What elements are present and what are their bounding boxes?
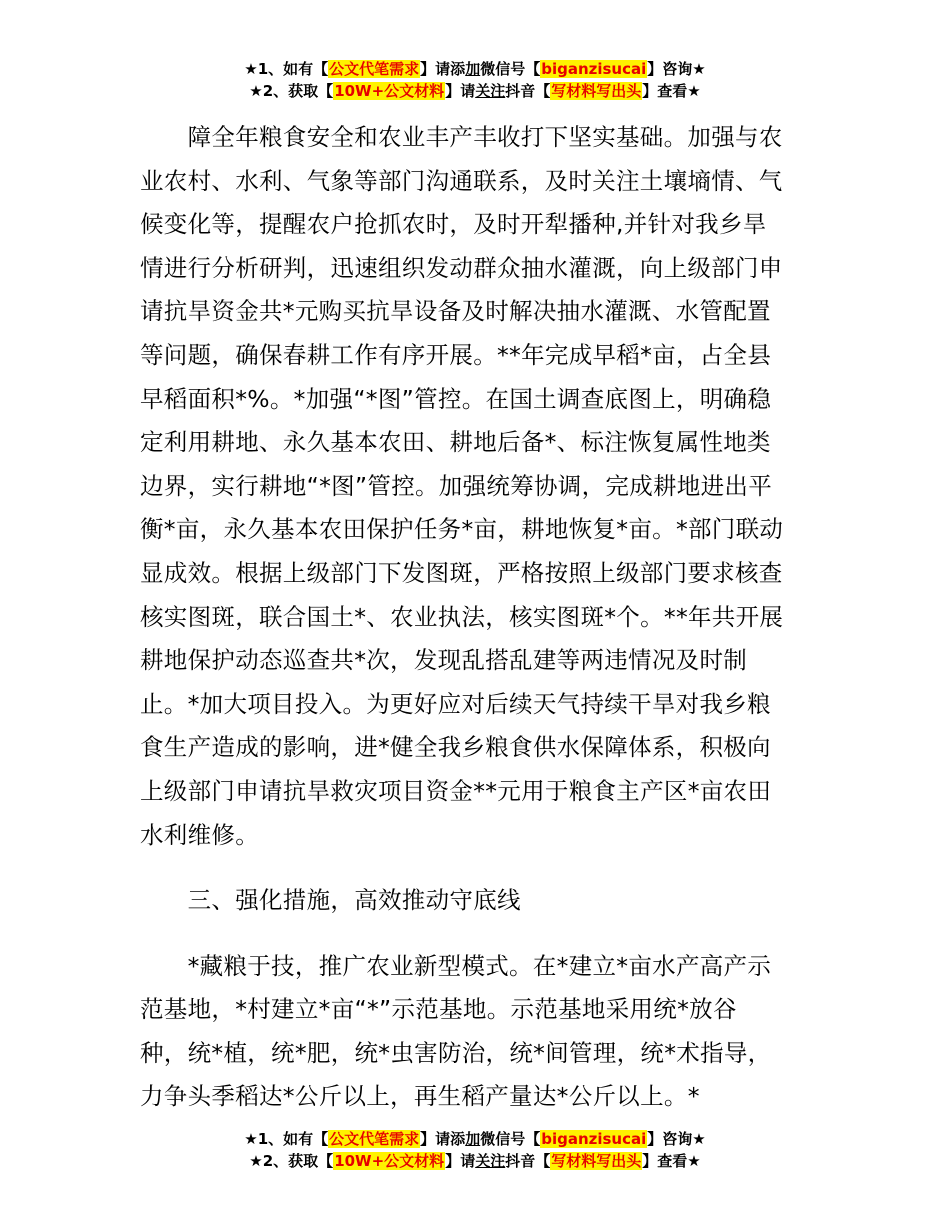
banner-line-1: ★1、如有【公文代笔需求】请添加微信号【biganzisucai】咨询★ — [244, 60, 706, 78]
highlight-text: 公文代笔需求 — [329, 60, 420, 78]
highlight-text: 公文代笔需求 — [329, 1130, 420, 1148]
body-line: 耕地保护动态巡查共*次，发现乱搭乱建等两违情况及时制 — [140, 646, 748, 675]
highlight-text: 10W+公文材料 — [334, 1152, 445, 1170]
body-line: 力争头季稻达*公斤以上，再生稻产量达*公斤以上。* — [140, 1082, 700, 1111]
body-line: 衡*亩，永久基本农田保护任务*亩，耕地恢复*亩。*部门联动 — [140, 515, 784, 544]
highlight-text: 写材料写出头 — [551, 1152, 642, 1170]
highlight-text: biganzisucai — [541, 60, 647, 78]
body-line: 早稻面积*%。*加强“*图”管控。在国土调查底图上，明确稳 — [140, 384, 772, 413]
footer-banner — [0, 1128, 950, 1172]
body-line: 水利维修。 — [140, 820, 259, 849]
body-line: 显成效。根据上级部门下发图斑，严格按照上级部门要求核查 — [140, 558, 783, 587]
body-line: 业农村、水利、气象等部门沟通联系，及时关注土壤墒情、气 — [140, 166, 783, 195]
header-banner — [0, 58, 950, 102]
body-line: 核实图斑，联合国土*、农业执法，核实图斑*个。**年共开展 — [140, 602, 784, 631]
body-line: 范基地，*村建立*亩“*”示范基地。示范基地采用统*放谷 — [140, 995, 737, 1024]
highlight-text: 写材料写出头 — [551, 82, 642, 100]
document-body — [140, 116, 830, 1119]
body-line: 止。*加大项目投入。为更好应对后续天气持续干旱对我乡粮 — [140, 689, 771, 718]
body-line: 请抗旱资金共*元购买抗旱设备及时解决抽水灌溉、水管配置 — [140, 297, 771, 326]
body-line: 障全年粮食安全和农业丰产丰收打下坚实基础。加强与农 — [140, 123, 783, 151]
body-line: 定利用耕地、永久基本农田、耕地后备*、标注恢复属性地类 — [140, 428, 771, 457]
body-line: 候变化等，提醒农户抢抓农时，及时开犁播种,并针对我乡旱 — [140, 210, 767, 239]
banner-line-1: ★1、如有【公文代笔需求】请添加微信号【biganzisucai】咨询★ — [244, 1130, 706, 1148]
body-line: 食生产造成的影响，进*健全我乡粮食供水保障体系，积极向 — [140, 733, 771, 762]
body-line: 边界，实行耕地“*图”管控。加强统筹协调，完成耕地进出平 — [140, 471, 772, 500]
body-line: 等问题，确保春耕工作有序开展。**年完成早稻*亩，占全县 — [140, 340, 772, 369]
body-line: *藏粮于技，推广农业新型模式。在*建立*亩水产高产示 — [140, 951, 772, 980]
highlight-text: 10W+公文材料 — [334, 82, 445, 100]
body-line: 上级部门申请抗旱救灾项目资金**元用于粮食主产区*亩农田 — [140, 776, 772, 805]
highlight-text: biganzisucai — [541, 1130, 647, 1148]
section-heading: 三、强化措施，高效推动守底线 — [140, 886, 521, 915]
body-line: 情进行分析研判，迅速组织发动群众抽水灌溉，向上级部门申 — [140, 253, 783, 282]
body-line: 种，统*植，统*肥，统*虫害防治，统*间管理，统*术指导， — [140, 1038, 772, 1067]
banner-line-2: ★2、获取【10W+公文材料】请关注抖音【写材料写出头】查看★ — [249, 82, 701, 100]
banner-line-2: ★2、获取【10W+公文材料】请关注抖音【写材料写出头】查看★ — [249, 1152, 701, 1170]
